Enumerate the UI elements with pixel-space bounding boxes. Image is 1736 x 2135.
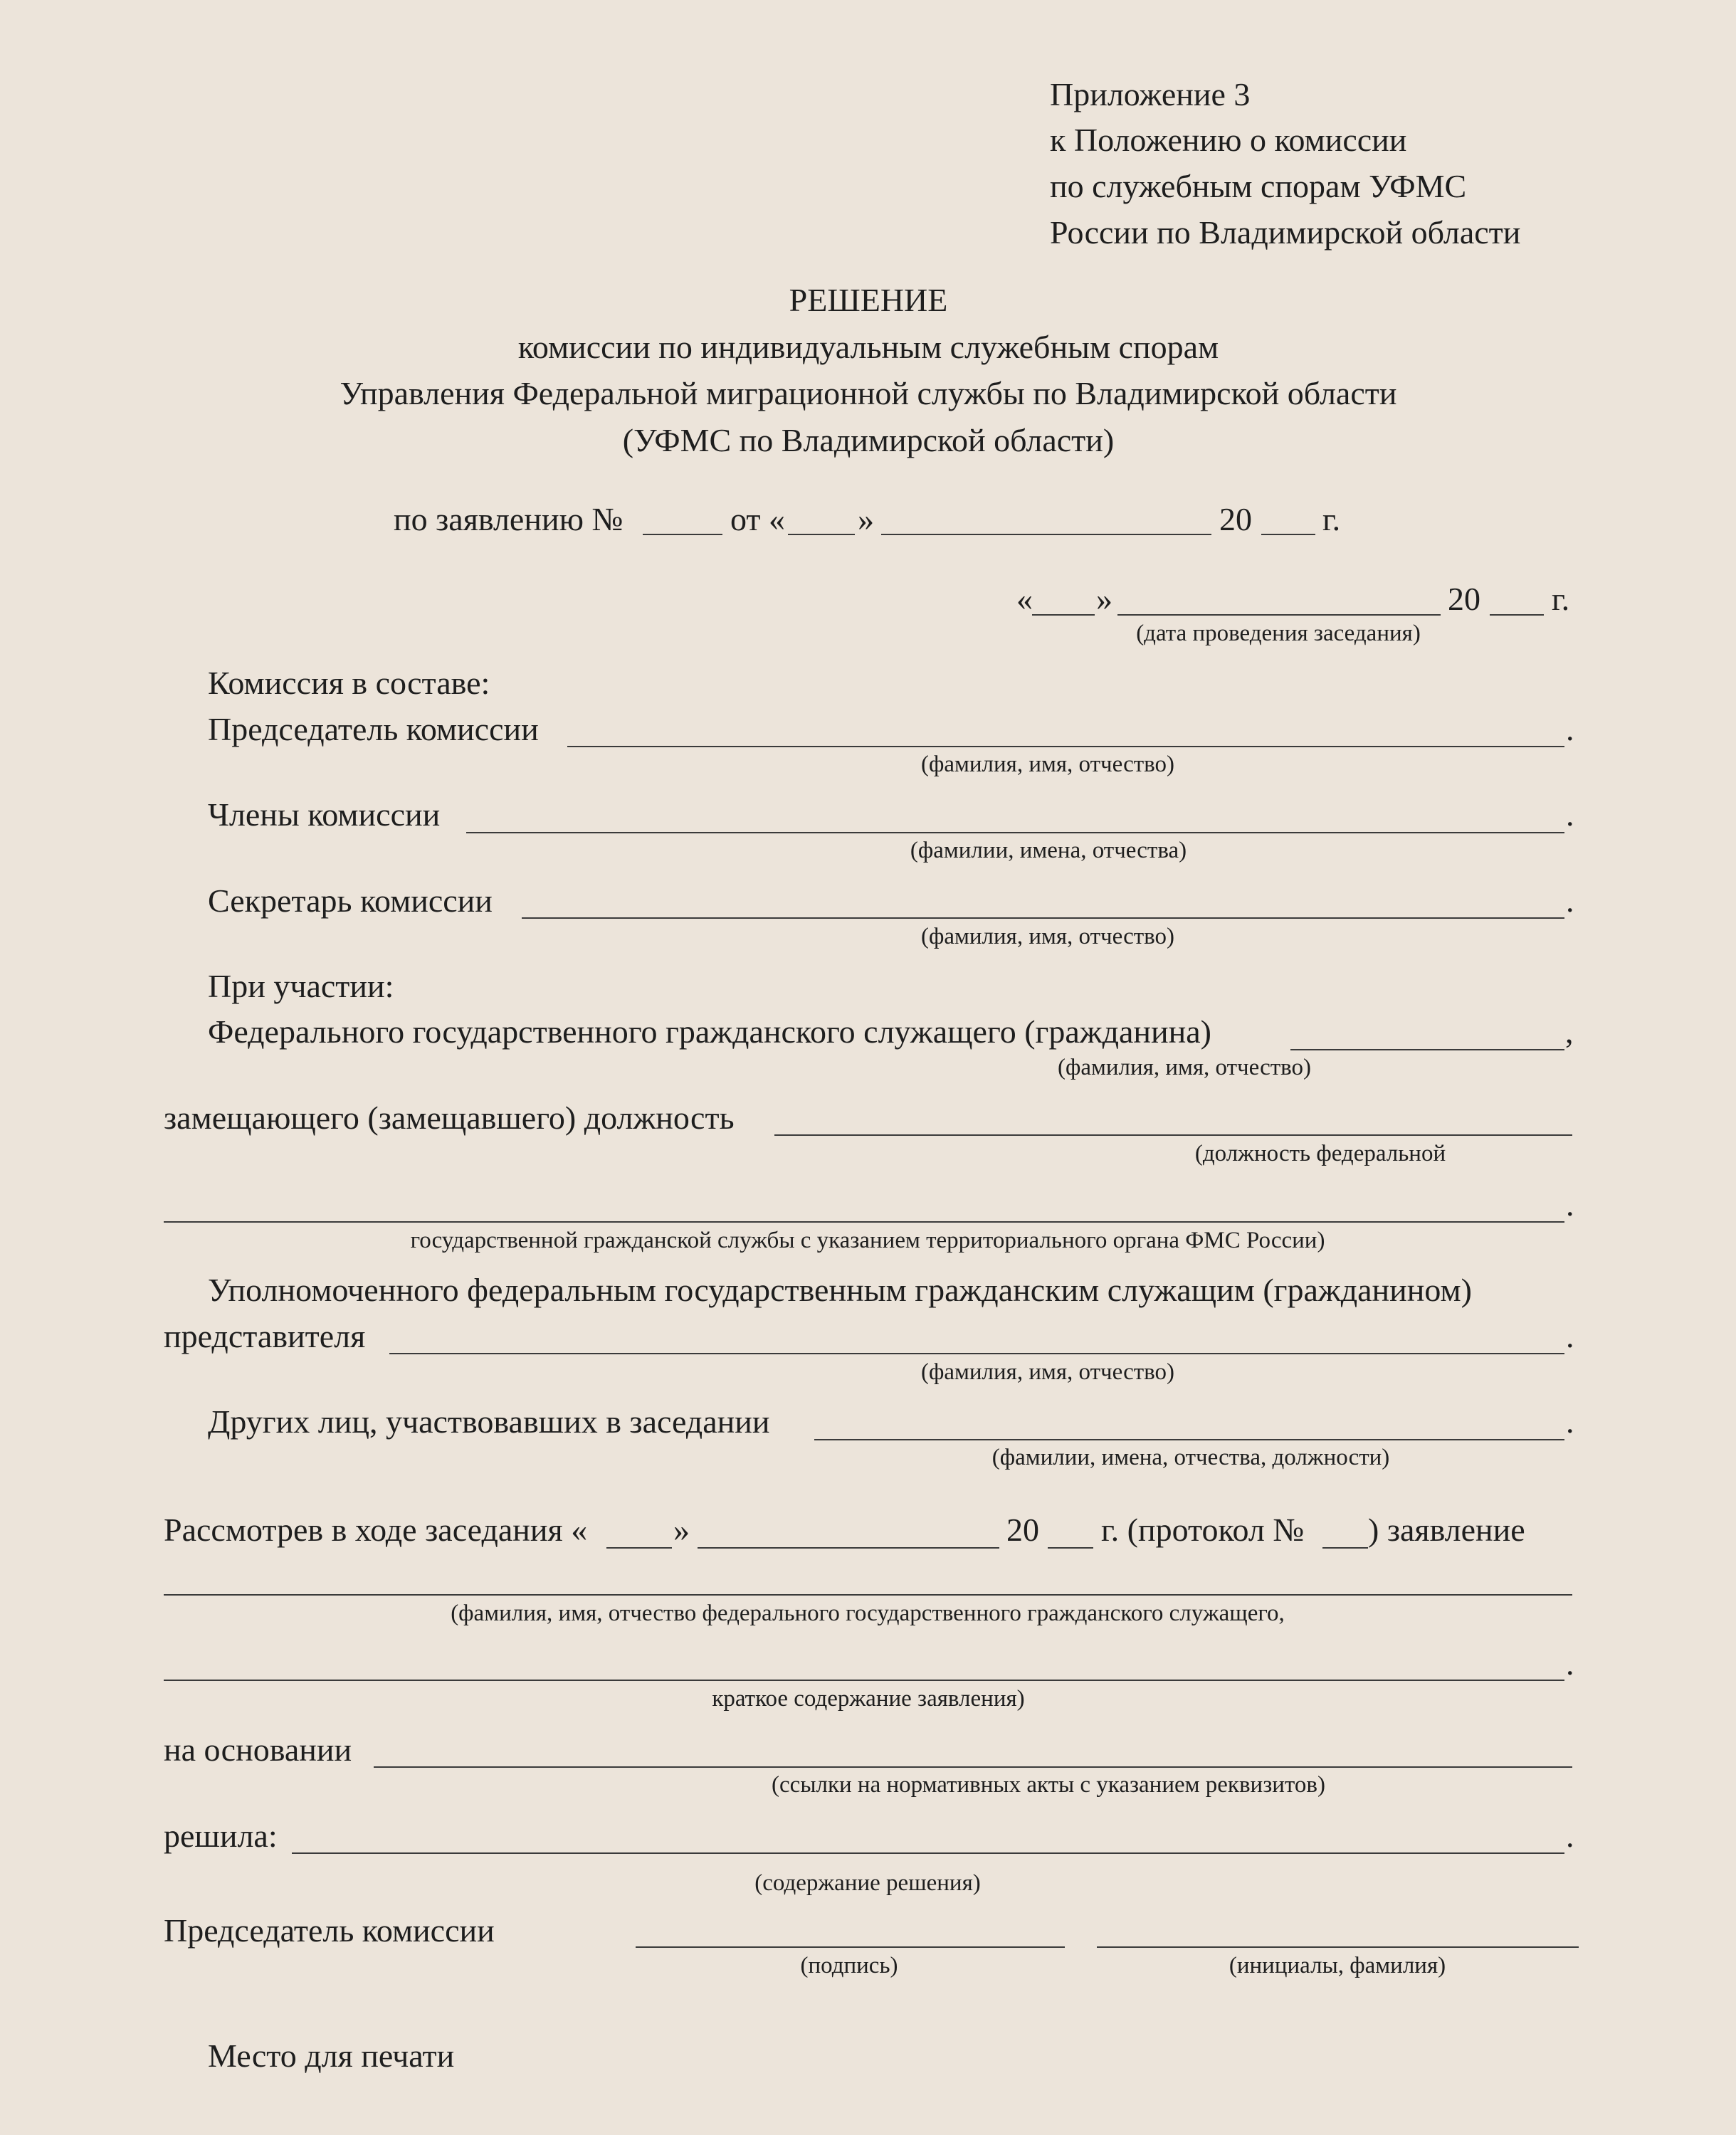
decision-field[interactable] — [292, 1852, 1564, 1854]
basis-field[interactable] — [374, 1766, 1572, 1768]
initials-field[interactable] — [1097, 1946, 1579, 1948]
review-month-field[interactable] — [698, 1547, 999, 1549]
secretary-period: . — [1566, 882, 1574, 919]
application-year-suffix: г. — [1322, 501, 1341, 537]
members-caption: (фамилии, имена, отчества) — [910, 838, 1187, 863]
position-caption-1: (должность федеральной — [1194, 1141, 1446, 1166]
appendix-line-4: России по Владимирской области — [1050, 214, 1521, 251]
application-number-field[interactable] — [643, 534, 722, 535]
review-summary-field[interactable] — [164, 1680, 1564, 1681]
others-label: Других лиц, участвовавших в заседании — [208, 1403, 770, 1440]
appendix-line-1: Приложение 3 — [1050, 76, 1251, 112]
position-caption-2: государственной гражданской службы с указанием территориального органа ФМС России) — [410, 1228, 1325, 1253]
application-month-field[interactable] — [881, 534, 1211, 535]
position-label: замещающего (замещавшего) должность — [164, 1100, 735, 1136]
review-applicant-field[interactable] — [164, 1594, 1572, 1596]
meeting-month-field[interactable] — [1117, 614, 1441, 616]
secretary-field[interactable] — [522, 917, 1564, 919]
review-label: Рассмотрев в ходе заседания « — [164, 1512, 588, 1548]
others-caption: (фамилии, имена, отчества, должности) — [991, 1445, 1390, 1470]
decision-caption: (содержание решения) — [754, 1870, 981, 1896]
meeting-day-field[interactable] — [1032, 614, 1095, 616]
review-caption-1: (фамилия, имя, отчество федерального государственного гражданского служащего, — [451, 1601, 1285, 1626]
signature-caption: (подпись) — [800, 1953, 898, 1978]
position-field-continued[interactable] — [164, 1221, 1564, 1223]
decision-label: решила: — [164, 1818, 278, 1854]
servant-caption: (фамилия, имя, отчество) — [1057, 1055, 1312, 1080]
participation-label: При участии: — [208, 968, 394, 1004]
chairman-field[interactable] — [567, 746, 1564, 747]
application-quote-close: » — [858, 501, 874, 537]
application-year-prefix: 20 — [1219, 501, 1252, 537]
meeting-year-suffix: г. — [1552, 581, 1570, 617]
secretary-label: Секретарь комиссии — [208, 882, 493, 919]
members-label: Члены комиссии — [208, 796, 441, 833]
application-day-field[interactable] — [788, 534, 855, 535]
meeting-year-field[interactable] — [1490, 614, 1544, 616]
document-title: РЕШЕНИЕ — [789, 282, 948, 318]
title-line-3: (УФМС по Владимирской области) — [622, 422, 1115, 458]
representative-field[interactable] — [389, 1353, 1564, 1354]
application-from-label: от « — [730, 501, 785, 537]
chairman-caption: (фамилия, имя, отчество) — [920, 752, 1175, 777]
review-quote-close: » — [673, 1512, 690, 1548]
title-line-1: комиссии по индивидуальным служебным спорам — [517, 329, 1219, 365]
meeting-date-caption: (дата проведения заседания) — [1136, 621, 1421, 646]
signature-field[interactable] — [636, 1946, 1065, 1948]
appendix-line-2: к Положению о комиссии — [1050, 122, 1407, 158]
application-year-field[interactable] — [1261, 534, 1315, 535]
review-protocol-label: г. (протокол № — [1101, 1512, 1305, 1548]
basis-caption: (ссылки на нормативных акты с указанием реквизитов) — [772, 1772, 1325, 1798]
review-protocol-number-field[interactable] — [1322, 1547, 1368, 1549]
representative-period: . — [1566, 1318, 1574, 1354]
representative-label-2: представителя — [164, 1318, 366, 1354]
representative-label-1: Уполномоченного федеральным государственным гражданским служащим (гражданином) — [208, 1272, 1472, 1308]
members-field[interactable] — [466, 832, 1564, 833]
seal-place-label: Место для печати — [208, 2038, 455, 2074]
meeting-quote-close: » — [1096, 581, 1112, 617]
title-line-2: Управления Федеральной миграционной службы по Владимирской области — [340, 375, 1397, 411]
review-caption-2: краткое содержание заявления) — [712, 1686, 1025, 1712]
review-statement-label: ) заявление — [1368, 1512, 1525, 1548]
secretary-caption: (фамилия, имя, отчество) — [920, 924, 1175, 949]
meeting-year-prefix: 20 — [1448, 581, 1480, 617]
chairman-label: Председатель комиссии — [208, 711, 539, 747]
decision-period: . — [1566, 1818, 1574, 1854]
members-period: . — [1566, 796, 1574, 833]
composition-label: Комиссия в составе: — [208, 665, 490, 701]
servant-label: Федерального государственного гражданского служащего (гражданина) — [208, 1013, 1211, 1050]
review-year-field[interactable] — [1048, 1547, 1093, 1549]
servant-name-field[interactable] — [1290, 1049, 1564, 1050]
review-day-field[interactable] — [606, 1547, 672, 1549]
review-year-prefix: 20 — [1006, 1512, 1039, 1548]
initials-caption: (инициалы, фамилия) — [1229, 1953, 1446, 1978]
servant-comma: , — [1565, 1013, 1574, 1050]
chairman-period: . — [1566, 711, 1574, 747]
others-period: . — [1566, 1403, 1574, 1440]
appendix-line-3: по служебным спорам УФМС — [1050, 168, 1467, 204]
review-period: . — [1566, 1645, 1574, 1682]
signature-chairman-label: Председатель комиссии — [164, 1912, 495, 1949]
position-field[interactable] — [774, 1134, 1572, 1136]
position-period: . — [1566, 1186, 1574, 1223]
meeting-quote-open: « — [1016, 581, 1033, 617]
others-field[interactable] — [814, 1439, 1564, 1440]
representative-caption: (фамилия, имя, отчество) — [920, 1359, 1175, 1385]
basis-label: на основании — [164, 1731, 352, 1768]
application-number-label: по заявлению № — [394, 501, 624, 537]
